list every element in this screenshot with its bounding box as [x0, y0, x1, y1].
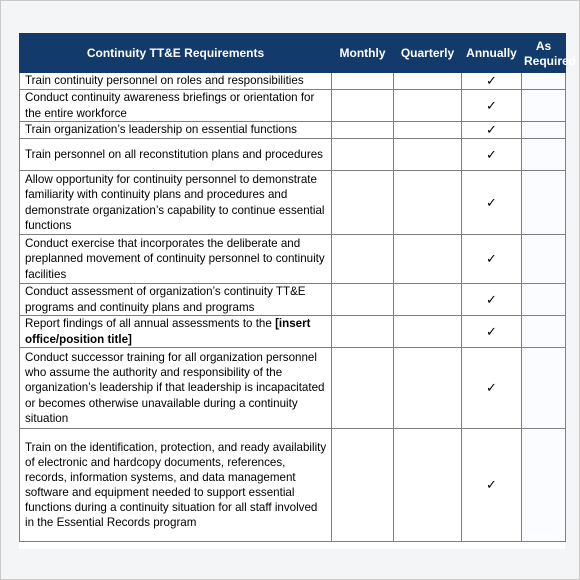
quarterly-cell: [394, 316, 462, 348]
requirement-cell: [20, 429, 332, 542]
requirement-cell: [20, 139, 332, 171]
table-row: [20, 235, 566, 284]
as-required-cell: [522, 139, 566, 171]
monthly-cell: [332, 284, 394, 316]
as-required-cell: [522, 235, 566, 284]
requirement-cell: [20, 316, 332, 348]
monthly-cell: [332, 122, 394, 139]
requirement-text: Conduct assessment of organization’s continuity TT&E programs and continuity plans and programs: [25, 285, 306, 314]
requirement-cell: [20, 73, 332, 90]
table-row: [20, 122, 566, 139]
as-required-cell: [522, 429, 566, 542]
continuity-tte-requirements-table: [19, 33, 577, 542]
requirement-text: Train continuity personnel on roles and responsibilities: [25, 74, 304, 88]
header-row: [20, 34, 566, 73]
requirement-text: Conduct successor training for all organization personnel who assume the authority and responsibility of the organization’s leadership if that leadership is incapacitated or becomes otherwise unavailable during a continuity situation: [25, 351, 325, 425]
annually-check-icon: ✓: [462, 122, 522, 139]
annually-check-icon: ✓: [462, 235, 522, 284]
table-row: [20, 90, 566, 122]
table-row: [20, 429, 566, 542]
annually-check-icon: ✓: [462, 284, 522, 316]
as-required-cell: [522, 316, 566, 348]
as-required-cell: [522, 73, 566, 90]
requirement-text: Conduct continuity awareness briefings or orientation for the entire workforce: [25, 91, 315, 120]
annually-check-icon: ✓: [462, 73, 522, 90]
quarterly-cell: [394, 171, 462, 235]
requirement-cell: [20, 122, 332, 139]
monthly-cell: [332, 90, 394, 122]
as-required-cell: [522, 284, 566, 316]
document-page: [19, 33, 577, 549]
monthly-cell: [332, 139, 394, 171]
header-annually: Annually: [462, 34, 522, 73]
annually-check-icon: ✓: [462, 429, 522, 542]
annually-check-icon: ✓: [462, 316, 522, 348]
monthly-cell: [332, 316, 394, 348]
quarterly-cell: [394, 122, 462, 139]
table-row: [20, 73, 566, 90]
header-as-required-line2: Required: [524, 54, 577, 68]
table-row: [20, 316, 566, 348]
monthly-cell: [332, 73, 394, 90]
requirement-cell: [20, 348, 332, 429]
annually-check-icon: ✓: [462, 139, 522, 171]
header-as-required: [522, 34, 577, 73]
quarterly-cell: [394, 73, 462, 90]
header-requirements: Continuity TT&E Requirements: [20, 34, 332, 73]
requirement-text: Conduct exercise that incorporates the deliberate and preplanned movement of continuity personnel to continuity facilities: [25, 237, 325, 281]
annually-check-icon: ✓: [462, 171, 522, 235]
quarterly-cell: [394, 429, 462, 542]
requirement-cell: [20, 171, 332, 235]
as-required-cell: [522, 90, 566, 122]
table-row: [20, 171, 566, 235]
monthly-cell: [332, 348, 394, 429]
requirement-cell: [20, 235, 332, 284]
requirement-text: Train organization’s leadership on essential functions: [25, 123, 297, 137]
as-required-cell: [522, 348, 566, 429]
annually-check-icon: ✓: [462, 348, 522, 429]
annually-check-icon: ✓: [462, 90, 522, 122]
requirement-cell: [20, 90, 332, 122]
header-quarterly: Quarterly: [394, 34, 462, 73]
table-row: [20, 284, 566, 316]
monthly-cell: [332, 171, 394, 235]
monthly-cell: [332, 429, 394, 542]
quarterly-cell: [394, 235, 462, 284]
requirement-text: Report findings of all annual assessments to the: [25, 317, 276, 331]
quarterly-cell: [394, 348, 462, 429]
as-required-cell: [522, 171, 566, 235]
table-row: [20, 139, 566, 171]
header-monthly: Monthly: [332, 34, 394, 73]
quarterly-cell: [394, 139, 462, 171]
as-required-cell: [522, 122, 566, 139]
table-row: [20, 348, 566, 429]
requirement-text: Allow opportunity for continuity personnel to demonstrate familiarity with continuity plans and procedures and demonstrate organization’s capability to continue essential functions: [25, 173, 325, 232]
requirement-placeholder: [insert office/position title]: [25, 317, 311, 346]
requirement-text: Train on the identification, protection, and ready availability of electronic and hardcopy documents, references, records, information systems, and data management software and equipment needed to support essential functions during a continuity situation for all staff involved in the Essential Records program: [25, 440, 327, 530]
requirement-text: Train personnel on all reconstitution plans and procedures: [25, 147, 323, 161]
quarterly-cell: [394, 90, 462, 122]
header-as-required-line1: As: [535, 39, 552, 53]
requirement-cell: [20, 284, 332, 316]
quarterly-cell: [394, 284, 462, 316]
monthly-cell: [332, 235, 394, 284]
